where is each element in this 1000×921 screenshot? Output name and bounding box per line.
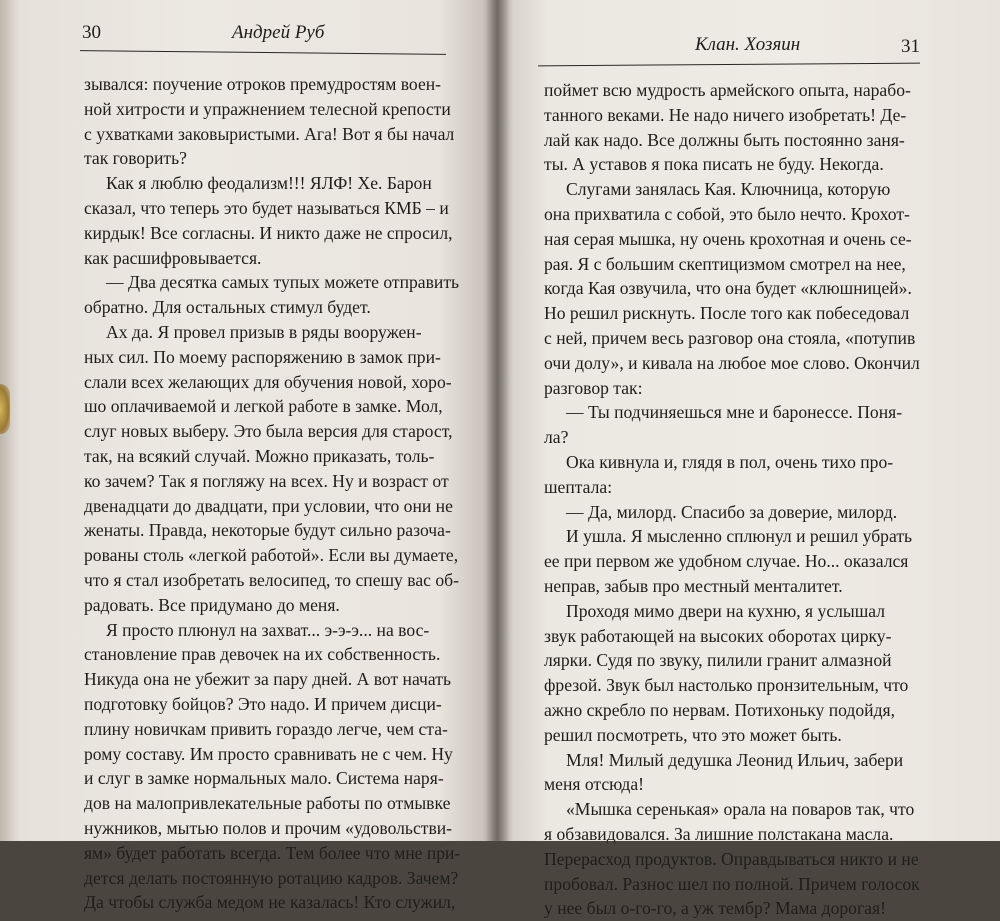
text-line: что я стал изобретать велосипед, то спешу вас об- [84,569,459,590]
text-line: зывался: поучение отроков премудростям воен- [84,74,442,94]
text-line: нужников, мытью полов и прочим «удовольстви- [84,817,453,838]
text-line: решил посмотреть, что это может быть. [544,724,842,745]
text-line: Да чтобы служба медом не казалась! Кто служил, [84,892,456,913]
text-line: Ах да. Я провел призыв в ряды вооружен- [106,321,422,342]
text-line: Но решил рискнуть. После того как побеседовал [544,303,910,324]
text-line: шо оплачиваемой и легкой работе в замке. Мол, [84,396,443,417]
running-head-title: Клан. Хозяин [695,34,801,55]
text-line: очи долу», и кивала на любое мое слово. Окончил [544,352,920,373]
text-line: Как я люблю феодализм!!! ЯЛФ! Хе. Барон [106,173,432,194]
book-gutter [486,0,510,841]
text-line: ты. А уставов я пока писать не буду. Некогда. [544,154,884,175]
text-line: — Два десятка самых тупых можете отправить [106,272,460,293]
text-line: меня отсюда! [544,774,644,795]
text-line: ям» будет работать всегда. Тем более что мне при- [84,842,461,863]
page-number: 30 [82,22,101,43]
text-line: плину новичкам привить гораздо легче, чем ста- [84,718,448,739]
text-line: я обзавидовался. За лишние полстакана масла. [544,823,894,844]
text-line: рая. Я с большим скептицизмом смотрел на нее, [544,253,906,274]
text-line: фрезой. Звук был настолько пронзительным, что [544,675,909,696]
text-line: Никуда она не убежит за пару дней. А вот начать [84,669,451,690]
text-line: — Да, милорд. Спасибо за доверие, милорд. [566,501,898,522]
text-line: — Ты подчиняешься мне и баронессе. Поня- [566,402,903,423]
text-line: обратно. Для остальных стимул будет. [84,297,371,318]
right-page-body [544,78,926,921]
text-line: ажно скребло по нервам. Потихоньку подойдя, [544,699,896,720]
text-line: пробовал. Разнос шел по полной. Причем голосок [544,873,920,894]
text-line: «Мышка серенькая» орала на поваров так, что [566,799,915,820]
text-line: Перерасход продуктов. Оправдываться никто и не [544,848,919,869]
text-line: ла? [544,427,569,448]
text-line: становление прав девочек на их собственность. [84,644,441,665]
text-line: ная серая мышка, ну очень крохотная и очень се- [544,228,912,249]
text-line: Мля! Милый дедушка Леонид Ильич, забери [566,749,904,770]
left-page-header [82,18,442,52]
text-line: ко зачем? Так я погляжу на всех. Ну и возраст от [84,470,449,491]
text-line: поймет всю мудрость армейского опыта, нарабо- [544,80,911,100]
right-page [498,0,1000,919]
text-line: Ока кивнула и, глядя в пол, очень тихо про- [566,451,894,472]
text-line: кирдык! Все согласны. И никто даже не спросил, [84,222,453,243]
text-line: звук работающей на высоких оборотах цирку- [544,625,892,646]
text-line: шептала: [544,476,613,497]
text-line: двенадцати до двадцати, при условии, что они не [84,495,453,516]
running-head-author: Андрей Руб [232,22,325,43]
text-line: как расшифровывается. [84,247,262,268]
text-line: радовать. Все придумано до меня. [84,594,340,615]
text-line: так говорить? [84,148,187,169]
text-line: ее при первом же удобном случае. Но... оказался [544,551,909,572]
page-number: 31 [901,36,920,57]
text-line: с ухватками заковыристыми. Ага! Вот я бы начал [84,123,455,144]
text-line: подготовку бойцов? Это надо. И причем дисци- [84,693,442,714]
text-line: танного веками. Не надо ничего изобретать! Де- [544,104,907,125]
text-line: когда Кая озвучила, что она будет «клюшницей». [544,278,912,299]
header-rule [538,63,920,67]
text-line: она прихватила с собой, это было нечто. Крохот- [544,203,910,224]
text-line: у нее был о-го-го, а уж тембр? Мама дорогая! [544,898,886,919]
text-line: И ушла. Я мысленно сплюнул и решил убрать [566,526,913,547]
text-line: ной хитрости и упражнением телесной крепости [84,98,451,119]
text-line: дется делать постоянную ротацию кадров. Зачем? [84,867,459,888]
thumb [0,384,10,434]
text-line: Слугами занялась Кая. Ключница, которую [566,179,891,200]
text-line: рованы столь «легкой работой». Если вы думаете, [84,545,459,566]
text-line: рому составу. Им просто сравнивать не с чем. Ну [84,743,453,764]
text-line: лярки. Судя по звуку, пилили гранит алмазной [544,650,892,671]
text-line: так, на всякий случай. Можно приказать, толь- [84,445,435,466]
text-line: и слуг в замке нормальных мало. Система наря- [84,768,444,789]
text-line: женаты. Правда, некоторые будут сильно разоча- [84,520,451,541]
text-line: лай как надо. Все должны быть постоянно заня- [544,129,905,150]
text-line: слали всех желающих для обучения новой, хоро- [84,371,452,392]
text-line: с ней, причем весь разговор она стояла, «потупив [544,327,916,348]
right-page-header [540,18,920,57]
text-line: слуг новых выберу. Это была версия для старост, [84,421,453,442]
text-line: Проходя мимо двери на кухню, я услышал [566,600,886,621]
text-line: неправ, забыв про местный менталитет. [544,575,843,596]
text-line: сказал, что теперь это будет называться КМБ – и [84,197,449,218]
text-line: Я просто плюнул на захват... э-э-э... на вос- [106,619,430,640]
text-line: ных сил. По моему распоряжению в замок при- [84,346,441,367]
left-page [0,0,498,913]
text-line: дов на малопривлекательные работы по отмывке [84,793,451,814]
left-page-body [84,72,460,915]
text-line: разговор так: [544,377,643,398]
